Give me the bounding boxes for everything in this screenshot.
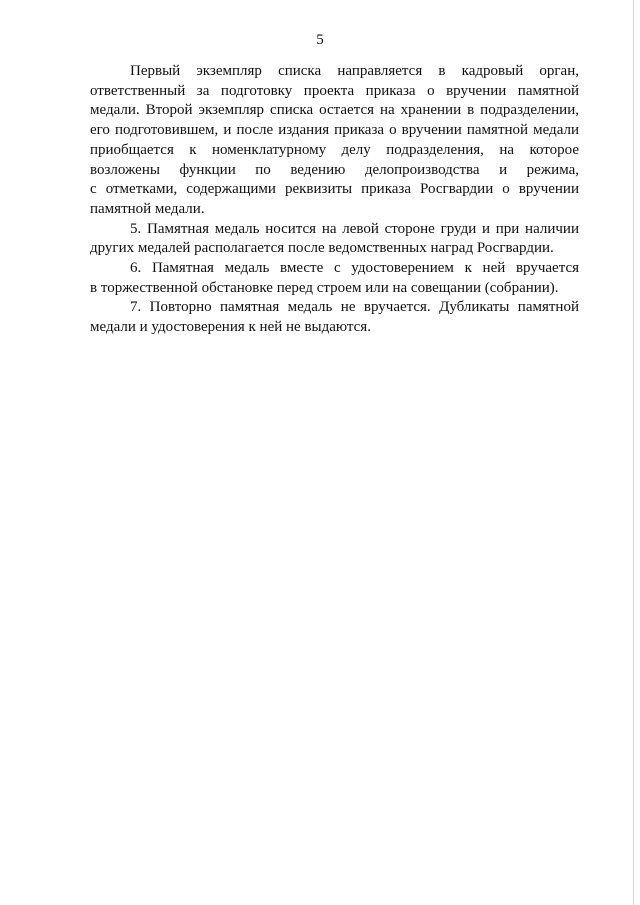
text-line: ответственный за подготовку проекта приказа о вручении памятной <box>90 82 579 99</box>
text-line: его подготовившем, и после издания приказа о вручении памятной медали <box>90 122 579 139</box>
paragraph-item-6 <box>90 259 579 298</box>
text-line: возложены функции по ведению делопроизводства и режима, <box>90 161 579 178</box>
text-line: медали. Второй экземпляр списка остается на хранении в подразделении, <box>90 102 579 119</box>
text-line: с отметками, содержащими реквизиты приказа Росгвардии о вручении <box>90 181 579 198</box>
text-line: других медалей располагается после ведомственных наград Росгвардии. <box>90 240 554 257</box>
text-line: 6. Памятная медаль вместе с удостоверением к ней вручается <box>130 260 579 277</box>
page-edge-line <box>633 0 634 905</box>
text-line: Первый экземпляр списка направляется в кадровый орган, <box>130 63 579 79</box>
text-line: 5. Памятная медаль носится на левой стороне груди и при наличии <box>130 220 579 237</box>
document-body <box>90 62 579 338</box>
text-line: в торжественной обстановке перед строем или на совещании (собрании). <box>90 279 559 296</box>
paragraph-list-copy <box>90 62 579 220</box>
text-line: 7. Повторно памятная медаль не вручается. Дубликаты памятной <box>130 299 579 316</box>
text-line: медали и удостоверения к ней не выдаются. <box>90 319 371 336</box>
paragraph-item-5 <box>90 220 579 259</box>
text-line: приобщается к номенклатурному делу подразделения, на которое <box>90 141 579 158</box>
paragraph-item-7 <box>90 298 579 337</box>
page-number: 5 <box>316 32 324 48</box>
text-line: памятной медали. <box>90 200 205 217</box>
